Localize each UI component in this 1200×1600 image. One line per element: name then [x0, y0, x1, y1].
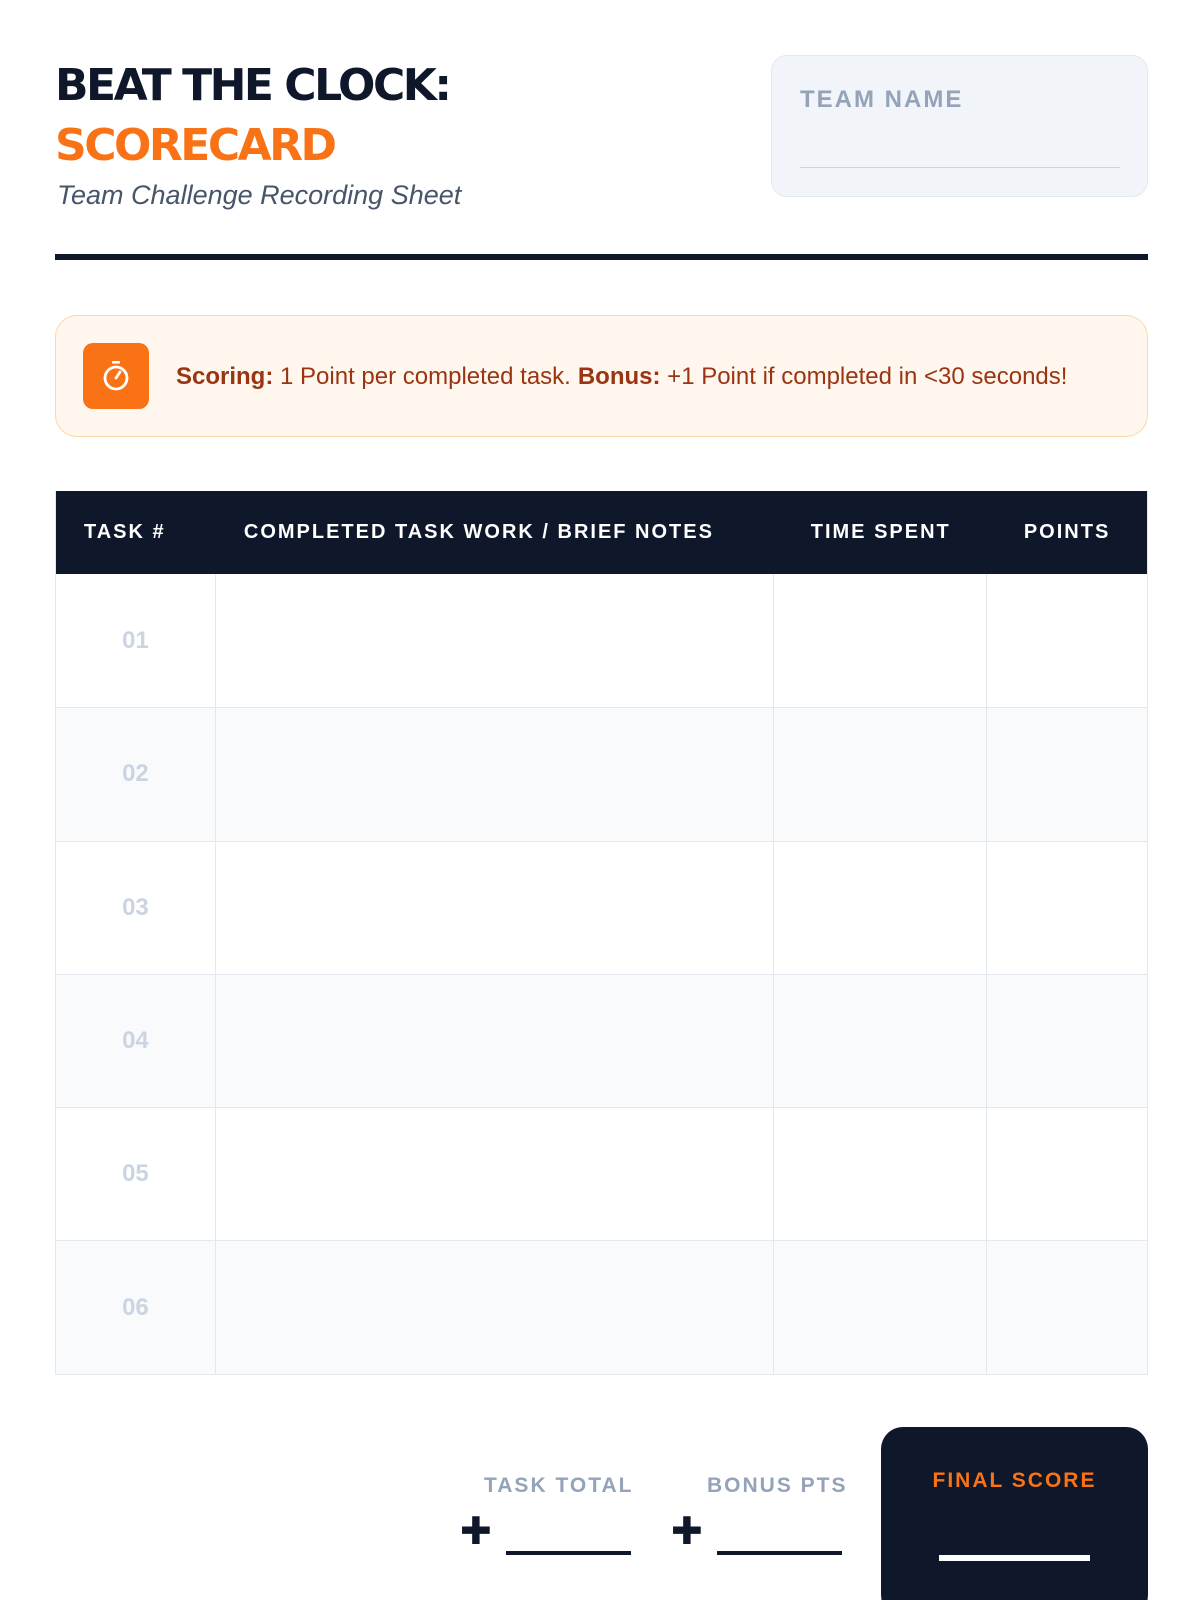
scoring-label: Scoring:	[176, 363, 274, 390]
plus-icon: ✚	[460, 1511, 492, 1553]
notes-cell[interactable]	[216, 1241, 774, 1373]
time-cell[interactable]	[774, 842, 987, 974]
header-divider	[55, 254, 1148, 260]
task-number: 04	[56, 975, 216, 1107]
final-score-label: FINAL SCORE	[932, 1469, 1097, 1492]
task-number: 01	[56, 574, 216, 707]
title-line-1: BEAT THE CLOCK:	[55, 60, 450, 111]
final-score-line[interactable]	[939, 1555, 1090, 1561]
notes-cell[interactable]	[216, 1108, 774, 1240]
header-notes: COMPLETED TASK WORK / BRIEF NOTES	[243, 521, 714, 543]
plus-icon: ✚	[671, 1511, 703, 1553]
task-number: 05	[56, 1108, 216, 1240]
time-cell[interactable]	[774, 574, 987, 707]
header-points: POINTS	[1023, 521, 1111, 543]
bonus-rule: +1 Point if completed in <30 seconds!	[667, 363, 1068, 390]
score-table	[55, 491, 1148, 1375]
bonus-points-line[interactable]	[717, 1551, 842, 1555]
table-header	[56, 491, 1147, 574]
table-row	[56, 707, 1147, 840]
table-row	[56, 841, 1147, 974]
stopwatch-icon	[83, 343, 149, 409]
notes-cell[interactable]	[216, 574, 774, 707]
points-cell[interactable]	[987, 975, 1147, 1107]
bonus-points-label: BONUS PTS	[707, 1474, 848, 1497]
table-row	[56, 974, 1147, 1107]
time-cell[interactable]	[774, 708, 987, 840]
header-time-spent: TIME SPENT	[810, 521, 951, 543]
points-cell[interactable]	[987, 842, 1147, 974]
task-number: 06	[56, 1241, 216, 1373]
scoring-text	[176, 316, 1074, 438]
title-line-2: SCORECARD	[55, 120, 335, 171]
scoring-rule: 1 Point per completed task.	[280, 363, 571, 390]
team-name-line[interactable]	[800, 167, 1120, 168]
notes-cell[interactable]	[216, 975, 774, 1107]
task-total-label: TASK TOTAL	[484, 1474, 634, 1497]
points-cell[interactable]	[987, 1108, 1147, 1240]
points-cell[interactable]	[987, 708, 1147, 840]
time-cell[interactable]	[774, 975, 987, 1107]
task-total-line[interactable]	[506, 1551, 631, 1555]
final-score-box	[881, 1427, 1148, 1600]
subtitle: Team Challenge Recording Sheet	[57, 180, 462, 210]
team-name-label: TEAM NAME	[800, 86, 964, 113]
time-cell[interactable]	[774, 1108, 987, 1240]
team-name-box[interactable]	[771, 55, 1148, 197]
header-task-number: TASK #	[84, 521, 166, 543]
time-cell[interactable]	[774, 1241, 987, 1373]
points-cell[interactable]	[987, 1241, 1147, 1373]
header	[55, 55, 1148, 260]
bonus-label: Bonus:	[577, 363, 661, 390]
table-row	[56, 1107, 1147, 1240]
notes-cell[interactable]	[216, 842, 774, 974]
scoring-callout	[55, 315, 1148, 437]
totals-section	[0, 1427, 1200, 1600]
table-body	[56, 574, 1147, 1374]
table-row	[56, 1240, 1147, 1373]
task-number: 03	[56, 842, 216, 974]
table-row	[56, 574, 1147, 707]
notes-cell[interactable]	[216, 708, 774, 840]
points-cell[interactable]	[987, 574, 1147, 707]
task-number: 02	[56, 708, 216, 840]
